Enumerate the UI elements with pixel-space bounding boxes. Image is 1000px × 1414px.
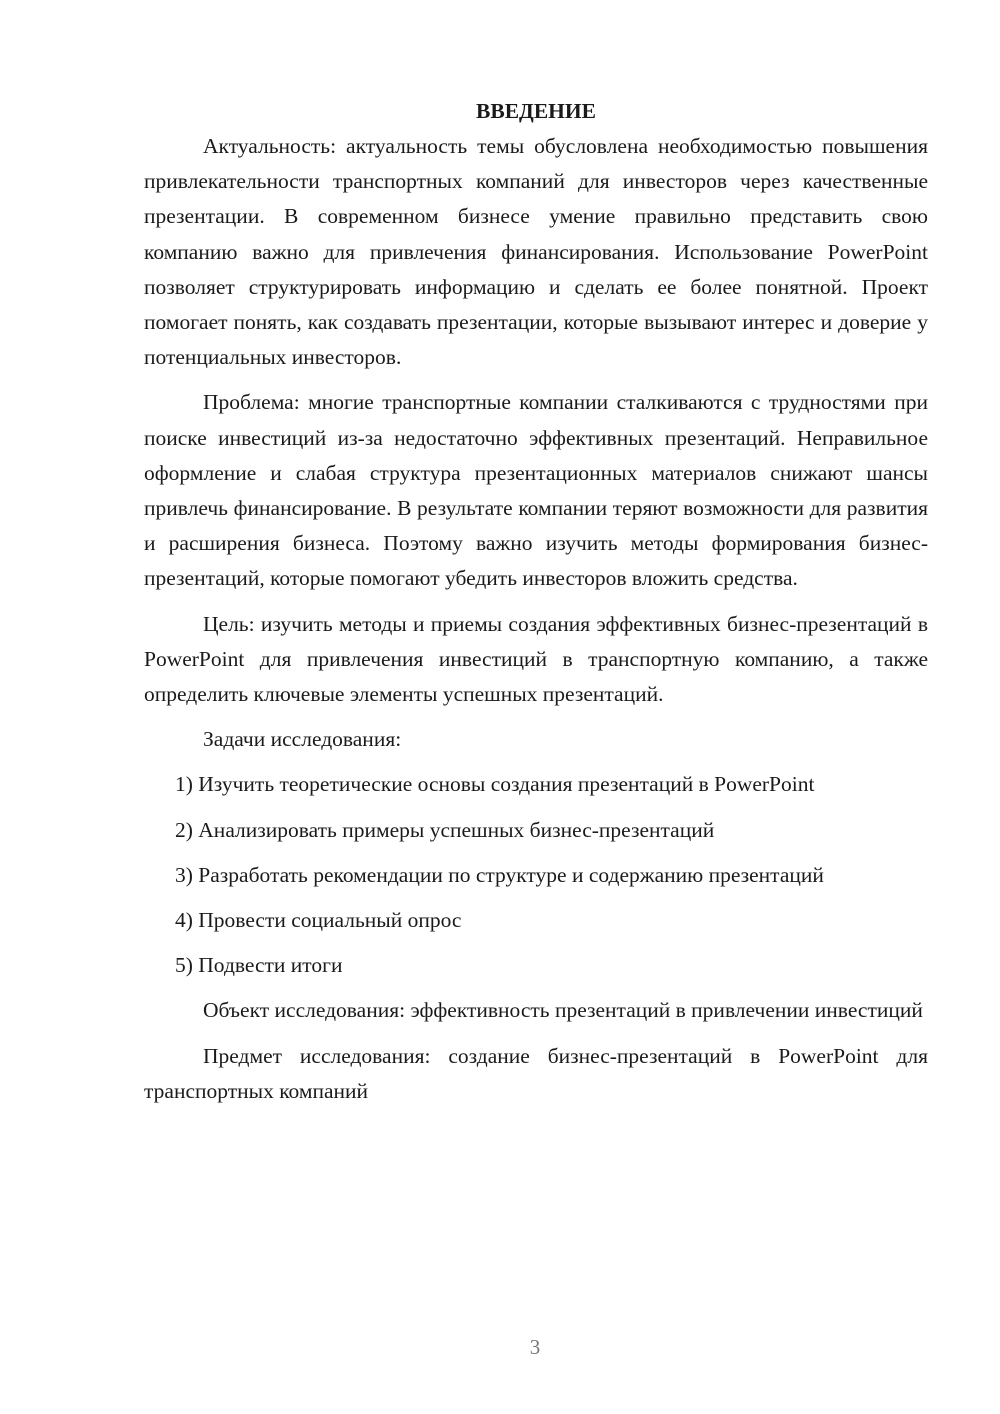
paragraph-goal: Цель: изучить методы и приемы создания эффективных бизнес-презентаций в PowerPoint для привлечения инвестиций в транспортную компанию, а также определить ключевые элементы успешных презентаций. (144, 611, 928, 707)
paragraph-relevance: Актуальность: актуальность темы обусловлена необходимостью повышения привлекательности транспортных компаний для инвесторов через качественные презентации. В современном бизнесе умение правильно представить свою компанию важно для привлечения финансирования. Использование PowerPoint позволяет структурировать информацию и сделать ее более понятной. Проект помогает понять, как создавать презентации, которые вызывают интерес и доверие у потенциальных инвесторов. (144, 134, 928, 370)
list-item: 5) Подвести итоги (175, 953, 343, 978)
list-item: 2) Анализировать примеры успешных бизнес-презентаций (175, 817, 715, 842)
document-body (144, 92, 928, 1109)
paragraph-subject: Предмет исследования: создание бизнес-презентаций в PowerPoint для транспортных компаний (144, 1043, 928, 1103)
page-title: ВВЕДЕНИЕ (476, 99, 596, 123)
list-item: 3) Разработать рекомендации по структуре и содержанию презентаций (175, 862, 824, 887)
list-item: 1) Изучить теоретические основы создания презентаций в PowerPoint (175, 772, 815, 797)
list-item: 4) Провести социальный опрос (175, 908, 462, 933)
paragraph-problem: Проблема: многие транспортные компании сталкиваются с трудностями при поиске инвестиций из-за недостаточно эффективных презентаций. Неправильное оформление и слабая структура презентационных материалов снижают шансы привлечь финансирование. В результате компании теряют возможности для развития и расширения бизнеса. Поэтому важно изучить методы формирования бизнес-презентаций, которые помогают убедить инвесторов вложить средства. (144, 390, 928, 591)
paragraph-object: Объект исследования: эффективность презентаций в привлечении инвестиций (203, 998, 923, 1023)
tasks-list (144, 767, 928, 983)
tasks-heading: Задачи исследования: (203, 727, 402, 752)
page-number: 3 (529, 1335, 541, 1359)
